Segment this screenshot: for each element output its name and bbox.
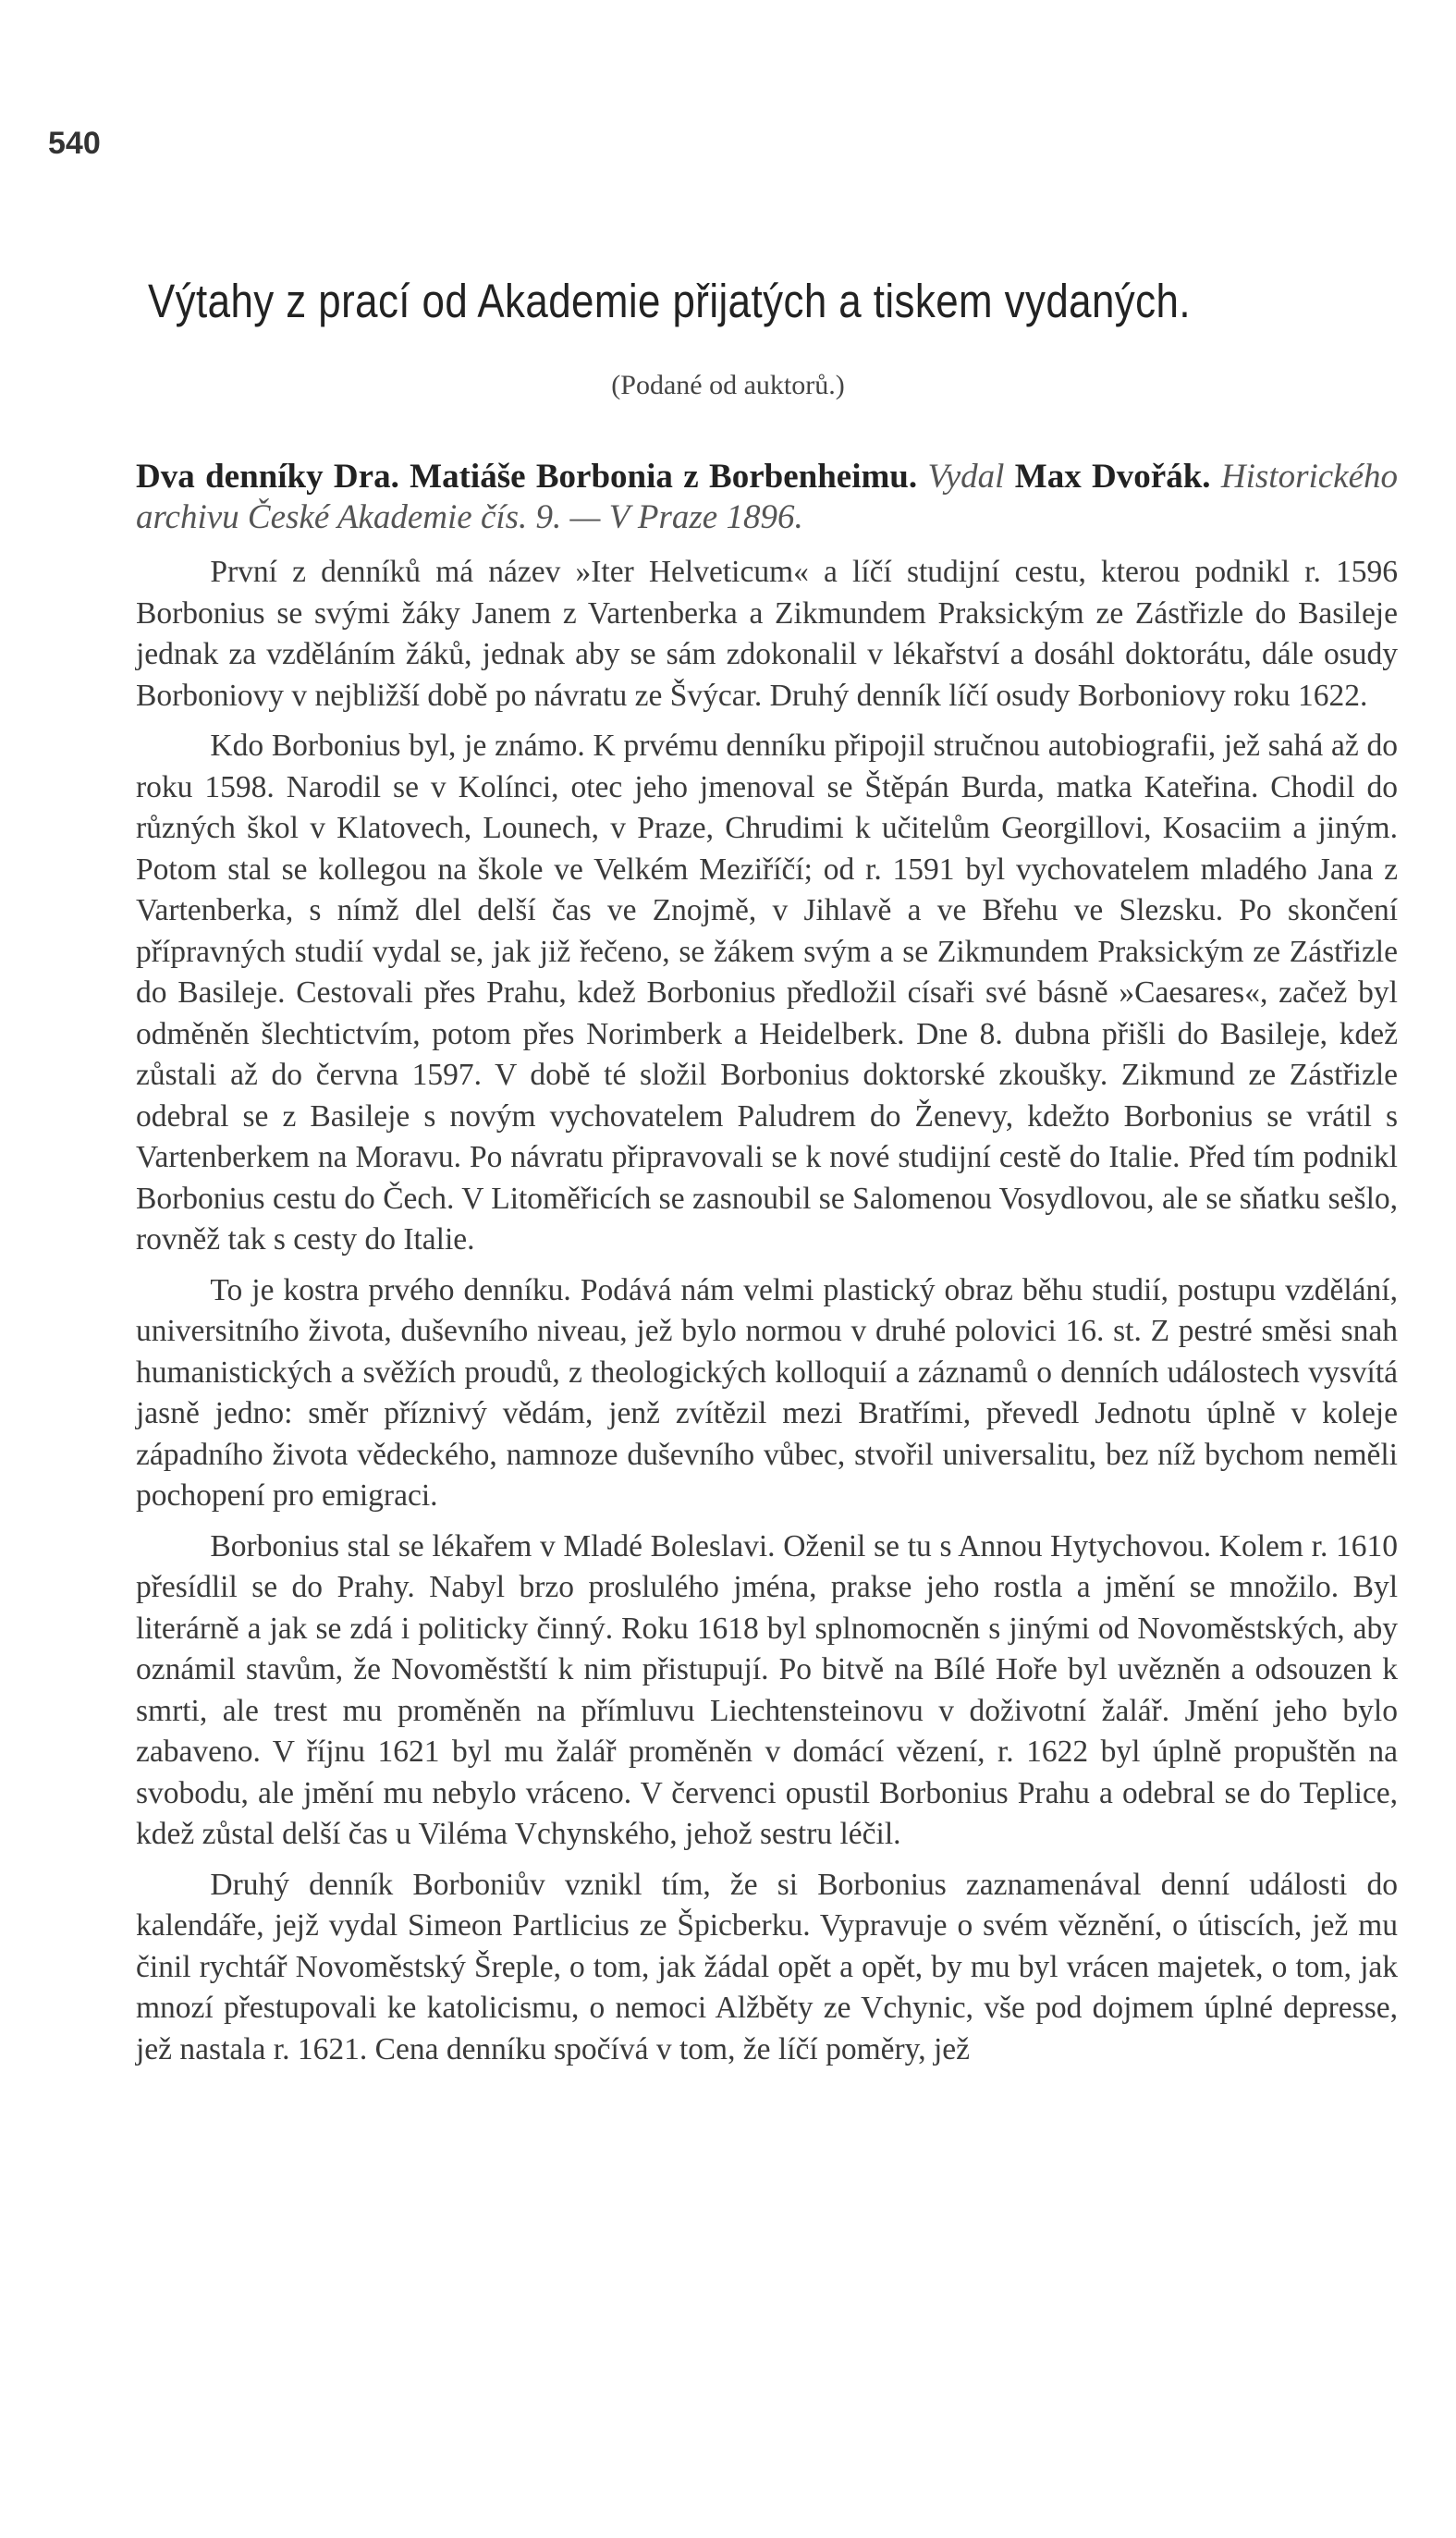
paragraph: To je kostra prvého denníku. Podává nám velmi plastický obraz běhu studií, postupu vzdělání, universitního života, duševního niveau, jež bylo normou v druhé polovici 16. st. Z pestré směsi snah humanistických a svěžích proudů, z theologických kolloquií a záznamů o denních událostech vysvítá jasně jedno: směr příznivý vědám, jenž zvítězil mezi Bratřími, převedl Jednotu úplně v koleje západního života vědeckého, namnoze duševního vůbec, stvořil universalitu, bez níž bychom neměli pochopení pro emigraci. [136,1272,1398,1513]
paragraph: První z denníků má název »Iter Helveticum« a líčí studijní cestu, kterou podnikl r. 1596 Borbonius se svými žáky Janem z Vartenberka a Zikmundem Praksickým ze Zástřizle do Basileje jednak za vzděláním žáků, jednak aby se sám zdokonalil v lékařství a dosáhl doktorátu, dále osudy Borboniovy v nejbližší době po návratu ze Švýcar. Druhý denník líčí osudy Borboniovy roku 1622. [136,555,1398,713]
entry-source: Historického archivu České Akademie čís. 9. — V Praze 1896. [136,458,1399,536]
page-title: Výtahy z prací od Akademie přijatých a tiskem vydaných. [148,275,1191,327]
page-number: 540 [48,126,101,161]
body-text [136,552,1398,2070]
paragraph: Druhý denník Borboniův vznikl tím, že si Borbonius zaznamenával denní události do kalendáře, jejž vydal Simeon Partlicius ze Špicberku. Vypravuje o svém věznění, o útiscích, jež mu činil rychtář Novoměstský Šreple, o tom, jak žádal opět a opět, by mu byl vrácen majetek, o tom, jak mnozí přestupovali ke katolicismu, o nemoci Alžběty ze Vchynic, vše pod dojmem úplné depresse, jež nastala r. 1621. Cena denníku spočívá v tom, že líčí poměry, jež [136,1867,1398,2066]
entry-editor-name: Max Dvořák. [1014,458,1211,496]
entry-title: Dva denníky Dra. Matiáše Borbonia z Borbenheimu. [136,458,918,496]
page-subtitle: (Podané od auktorů.) [611,370,845,400]
entry-editor-label: Vydal [927,458,1005,496]
paragraph: Borbonius stal se lékařem v Mladé Boleslavi. Oženil se tu s Annou Hytychovou. Kolem r. 1610 přesídlil se do Prahy. Nabyl brzo proslulého jména, prakse jeho rostla a jmění se množilo. Byl literárně a jak se zdá i politicky činný. Roku 1618 byl splnomocněn s jinými od Novoměstských, aby oznámil stavům, že Novoměstští k nim přistupují. Po bitvě na Bílé Hoře byl uvězněn a odsouzen k smrti, ale trest mu proměněn na přímluvu Liechtensteinovu v doživotní žalář. Jmění jeho bylo zabaveno. V říjnu 1621 byl mu žalář proměněn v domácí vězení, r. 1622 byl úplně propuštěn na svobodu, ale jmění mu nebylo vráceno. V červenci opustil Borbonius Prahu a odebral se do Teplice, kdež zůstal delší čas u Viléma Vchynského, jehož sestru léčil. [136,1528,1398,1851]
paragraph: Kdo Borbonius byl, je známo. K prvému denníku připojil stručnou autobiografii, jež sahá až do roku 1598. Narodil se v Kolínci, otec jeho jmenoval se Štěpán Burda, matka Kateřina. Chodil do různých škol v Klatovech, Lounech, v Praze, Chrudimi k učitelům Georgillovi, Kosaciim a jiným. Potom stal se kollegou na škole ve Velkém Meziříčí; od r. 1591 byl vychovatelem mladého Jana z Vartenberka, s nímž dlel delší čas ve Znojmě, v Jihlavě a ve Břehu ve Slezsku. Po skončení přípravných studií vydal se, jak již řečeno, se žákem svým a se Zikmundem Praksickým ze Zástřizle do Basileje. Cestovali přes Prahu, kdež Borbonius předložil císaři své básně »Caesares«, začež byl odměněn šlechtictvím, potom přes Norimberk a Heidelberk. Dne 8. dubna přišli do Basileje, kdež zůstali až do června 1597. V době té složil Borbonius doktorské zkoušky. Zikmund ze Zástřizle odebral se z Basileje s novým vychovatelem Paludrem do Ženevy, kdežto Borbonius se vrátil s Vartenberkem na Moravu. Po návratu připravovali se k nové studijní cestě do Italie. Před tím podnikl Borbonius cestu do Čech. V Litoměřicích se zasnoubil se Salomenou Vosydlovou, ale se sňatku sešlo, rovněž tak s cesty do Italie. [136,729,1398,1257]
entry-heading [136,457,1398,538]
